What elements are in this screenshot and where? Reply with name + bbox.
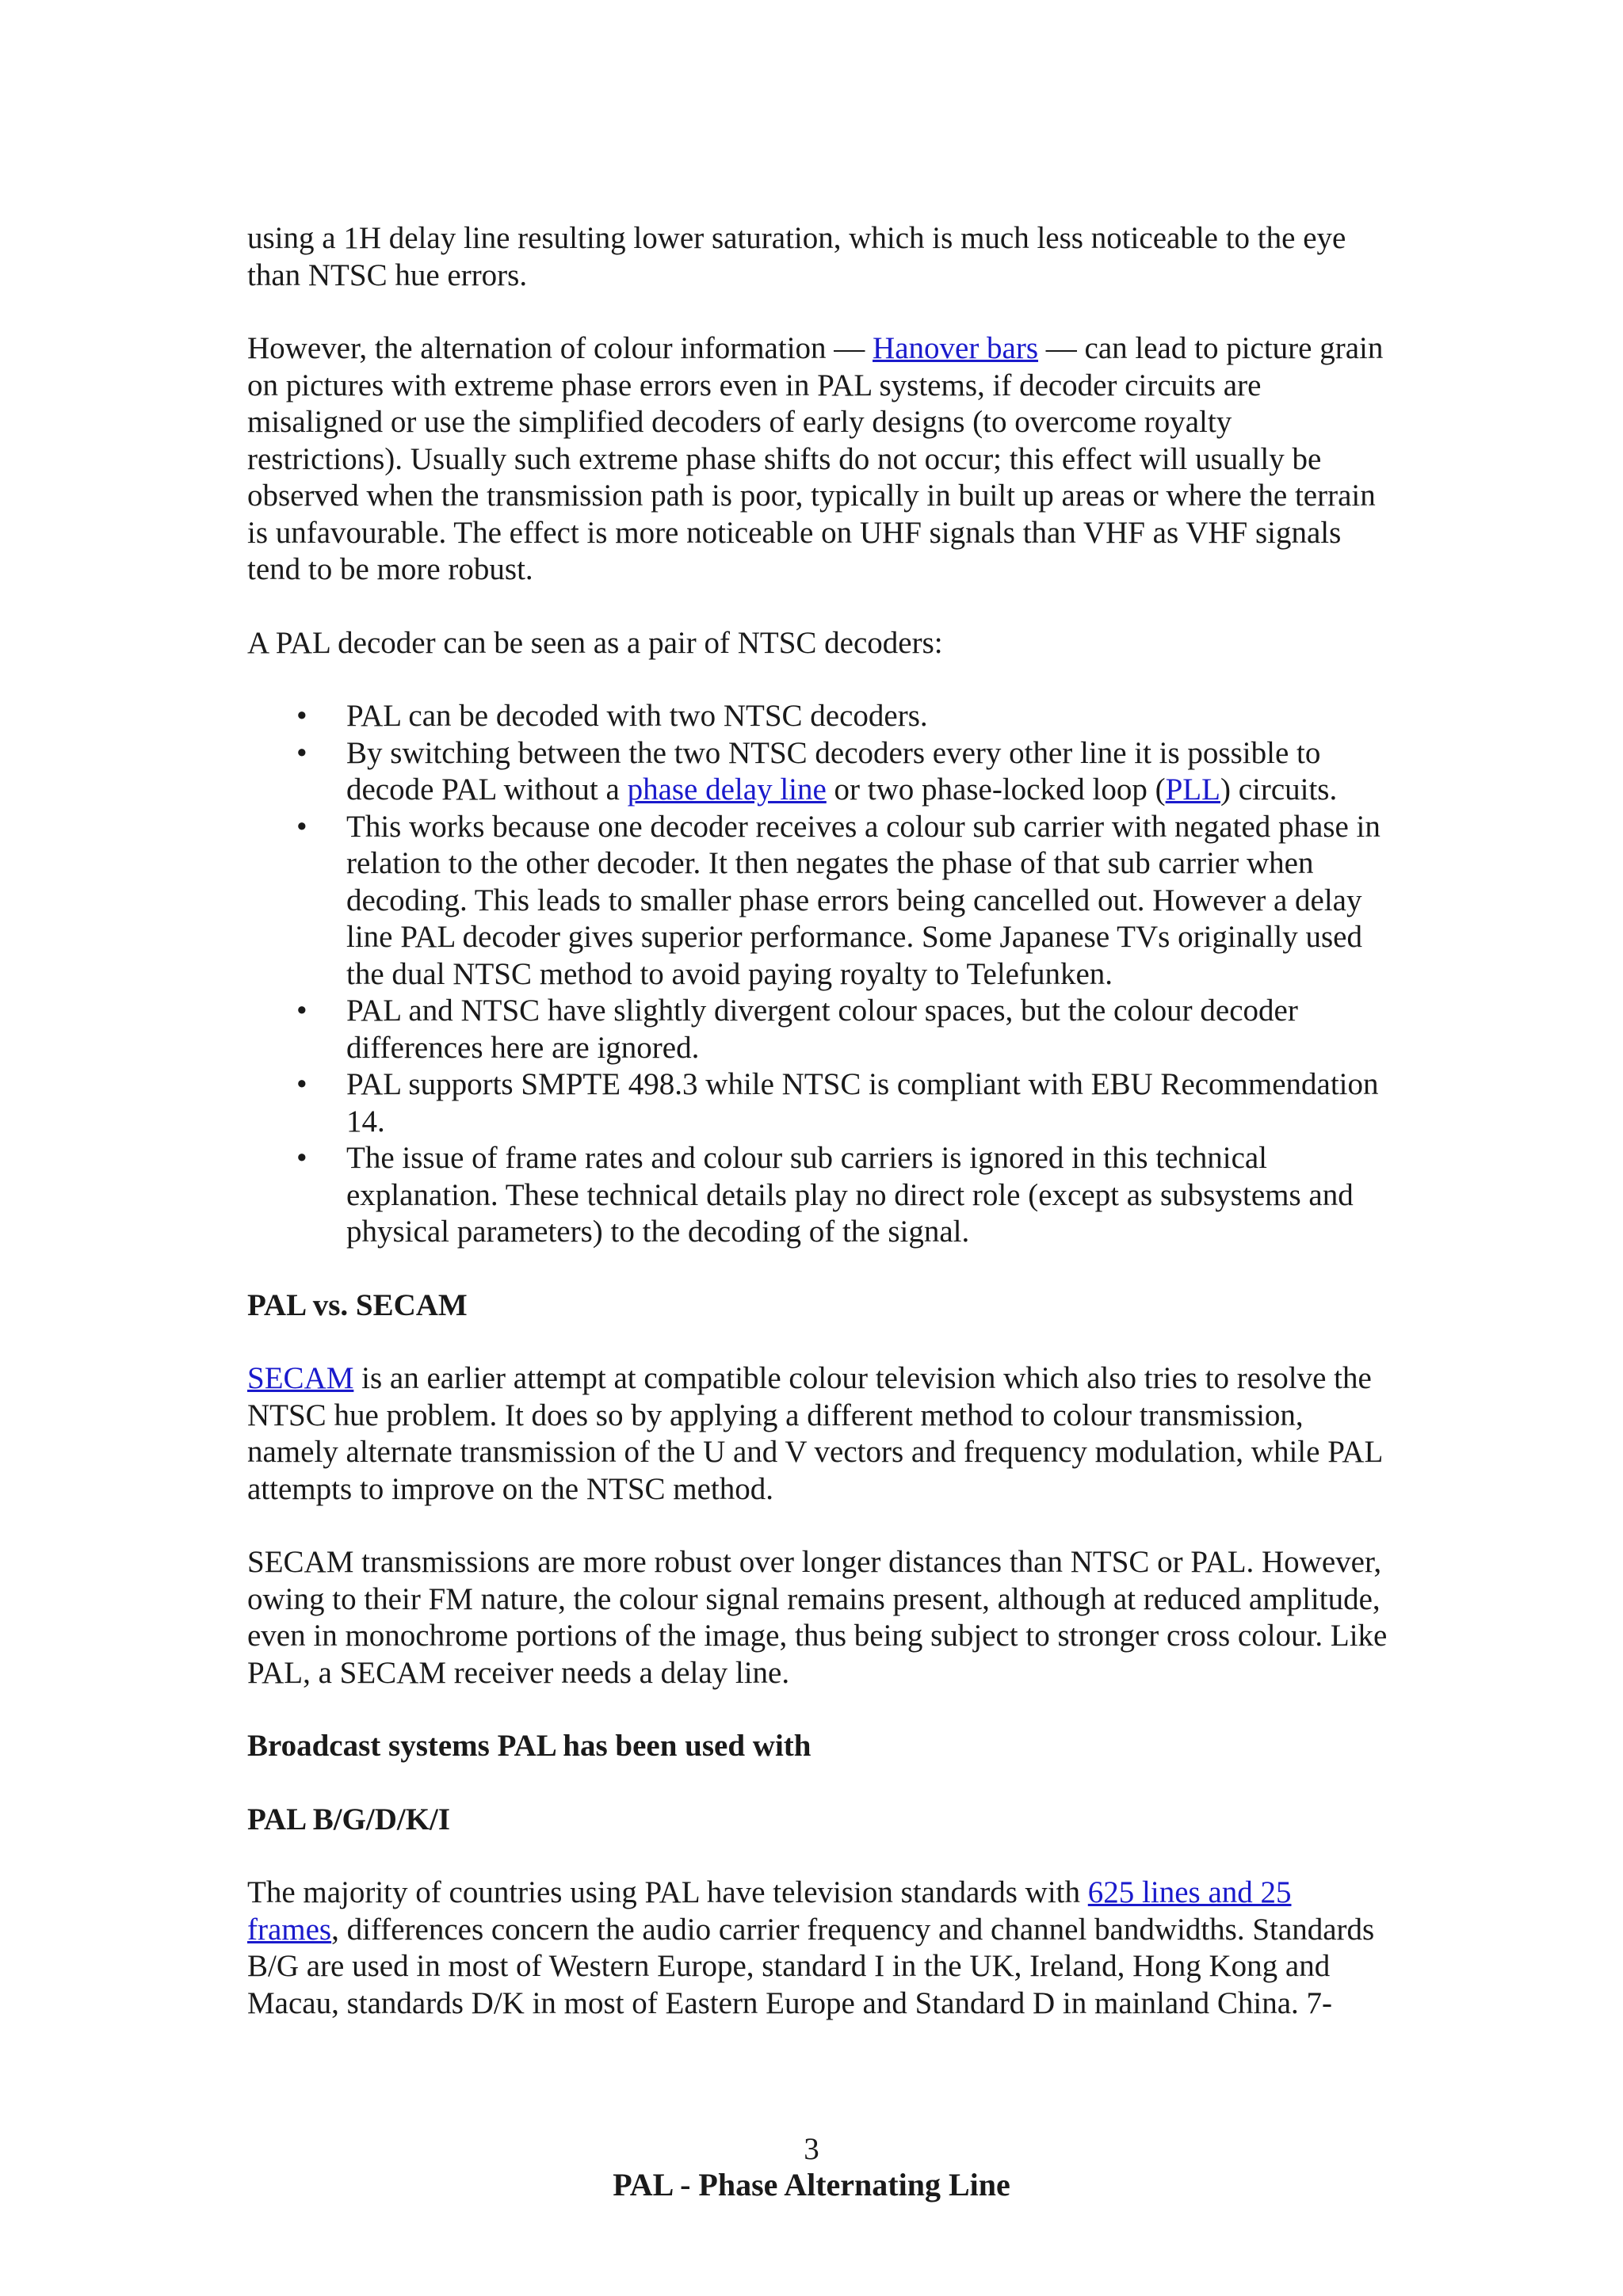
text-segment: By switching between the two NTSC decoders every other line it is possible to decode PAL without a	[346, 735, 1321, 807]
page-number: 3	[804, 2132, 819, 2166]
paragraph-pal-decoder-intro: A PAL decoder can be seen as a pair of NTSC decoders:	[247, 625, 943, 660]
list-item: • The issue of frame rates and colour sub carriers is ignored in this technical explanation. These technical details play no direct role (except as subsystems and physical parameters) to the decoding of the signal.	[346, 1140, 1388, 1251]
text-segment: — can lead to picture grain on pictures with extreme phase errors even in PAL systems, if decoder circuits are misaligned or use the simplified decoders of early designs (to overcome royalty restrictions). Usually such extreme phase shifts do not occur; this effect will usually be observed when the transmission path is poor, typically in built up areas or where the terrain is unfavourable. The effect is more noticeable on UHF signals than VHF as VHF signals tend to be more robust.	[247, 331, 1384, 586]
paragraph-secam-intro	[247, 1360, 1388, 1508]
text-segment: or two phase-locked loop (	[826, 772, 1166, 807]
list-item	[346, 735, 1388, 809]
paragraph-delay-line: using a 1H delay line resulting lower saturation, which is much less noticeable to the eye than NTSC hue errors.	[247, 221, 1346, 292]
heading-pal-bgdki: PAL B/G/D/K/I	[247, 1802, 451, 1836]
secam-link[interactable]: SECAM	[247, 1361, 354, 1395]
paragraph-pal-standards	[247, 1875, 1388, 2022]
phase-delay-line-link[interactable]: phase delay line	[627, 772, 827, 807]
text-segment: However, the alternation of colour information —	[247, 331, 873, 365]
pll-link[interactable]: PLL	[1165, 772, 1220, 807]
paragraph-hanover-bars	[247, 330, 1388, 589]
list-item: • This works because one decoder receives a colour sub carrier with negated phase in relation to the other decoder. It then negates the phase of that sub carrier when decoding. This leads to smaller phase errors being cancelled out. However a delay line PAL decoder gives superior performance. Some Japanese TVs originally used the dual NTSC method to avoid paying royalty to Telefunken.	[346, 809, 1388, 994]
pal-decoder-bullet-list	[247, 698, 1388, 1251]
625-lines-link[interactable]: 625 lines and 25 frames	[247, 1875, 1292, 1947]
text-segment: , differences concern the audio carrier frequency and channel bandwidths. Standards B/G are used in most of Western Europe, standard I in the UK, Ireland, Hong Kong and Macau, standards D/K in most of Eastern Europe and Standard D in mainland China. 7-	[247, 1912, 1375, 2020]
text-segment: is an earlier attempt at compatible colour television which also tries to resolve the NTSC hue problem. It does so by applying a different method to colour transmission, namely alternate transmission of the U and V vectors and frequency modulation, while PAL attempts to improve on the NTSC method.	[247, 1361, 1382, 1506]
text-segment: ) circuits.	[1220, 772, 1338, 807]
paragraph-secam-robust: SECAM transmissions are more robust over longer distances than NTSC or PAL. However, owing to their FM nature, the colour signal remains present, although at reduced amplitude, even in monochrome portions of the image, thus being subject to stronger cross colour. Like PAL, a SECAM receiver needs a delay line.	[247, 1545, 1388, 1690]
list-item: • PAL can be decoded with two NTSC decoders.	[346, 698, 1388, 735]
text-segment: The majority of countries using PAL have television standards with	[247, 1875, 1088, 1909]
list-item: • PAL supports SMPTE 498.3 while NTSC is compliant with EBU Recommendation 14.	[346, 1066, 1388, 1140]
heading-pal-vs-secam: PAL vs. SECAM	[247, 1287, 468, 1322]
footer-title: PAL - Phase Alternating Line	[613, 2167, 1010, 2203]
document-body	[247, 220, 1388, 2058]
list-item: • PAL and NTSC have slightly divergent colour spaces, but the colour decoder differences here are ignored.	[346, 993, 1388, 1066]
heading-broadcast-systems: Broadcast systems PAL has been used with	[247, 1729, 812, 1763]
hanover-bars-link[interactable]: Hanover bars	[873, 331, 1039, 365]
